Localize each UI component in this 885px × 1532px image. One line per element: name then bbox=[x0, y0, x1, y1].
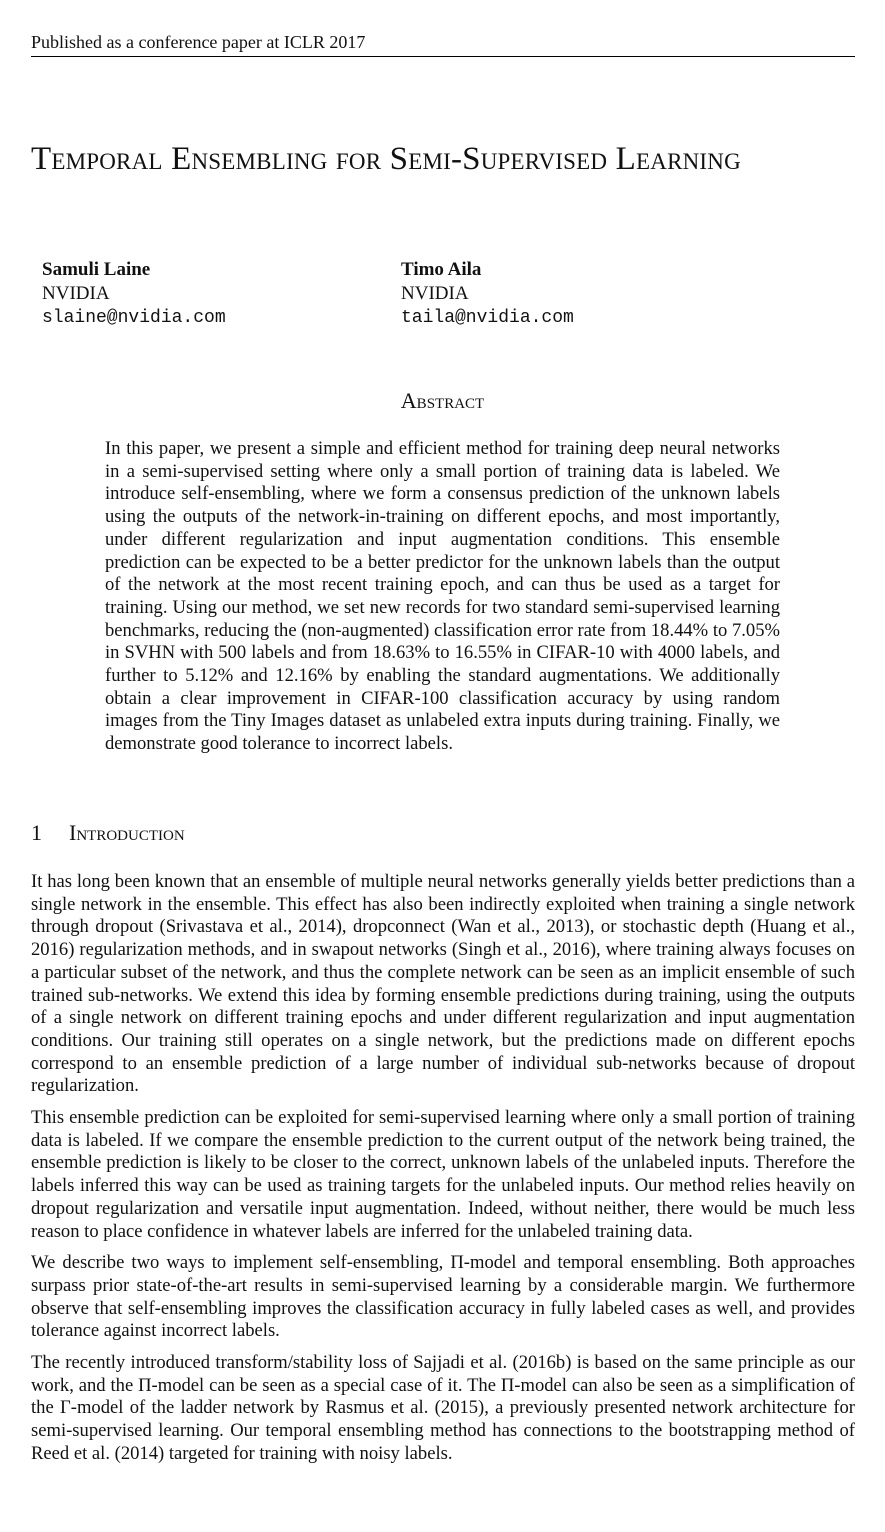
author-affiliation: NVIDIA bbox=[42, 283, 110, 304]
running-header bbox=[31, 30, 855, 57]
author-email: slaine@nvidia.com bbox=[42, 308, 226, 328]
author-affiliation: NVIDIA bbox=[401, 283, 469, 304]
paragraph: It has long been known that an ensemble of multiple neural networks generally yields better predictions than a single network in the ensemble. This effect has also been indirectly exploited when training a single network through dropout (Srivastava et al., 2014), dropconnect (Wan et al., 2013), or stochastic depth (Huang et al., 2016) regularization methods, and in swapout networks (Singh et al., 2016), where training always focuses on a particular subset of the network, and thus the complete network can be seen as an implicit ensemble of such trained sub-networks. We extend this idea by forming ensemble predictions during training, using the outputs of a single network on different training epochs and under different regularization and input augmentation conditions. Our training still operates on a single network, but the predictions made on different epochs correspond to an ensemble prediction of a large number of individual sub-networks because of dropout regularization. bbox=[31, 871, 855, 1097]
section-heading bbox=[31, 820, 185, 846]
abstract-text: In this paper, we present a simple and efficient method for training deep neural networks in a semi-supervised setting where only a small portion of training data is labeled. We introduce self-ensembling, where we form a consensus prediction of the unknown labels using the outputs of the network-in-training on different epochs, and most importantly, under different regularization and input augmentation conditions. This ensemble prediction can be expected to be a better predictor for the unknown labels than the output of the network at the most recent training epoch, and can thus be used as a target for training. Using our method, we set new records for two standard semi-supervised learning benchmarks, reducing the (non-augmented) classification error rate from 18.44% to 7.05% in SVHN with 500 labels and from 18.63% to 16.55% in CIFAR-10 with 4000 labels, and further to 5.12% and 12.16% by enabling the standard augmentations. We additionally obtain a clear improvement in CIFAR-100 classification accuracy by using random images from the Tiny Images dataset as unlabeled extra inputs during training. Finally, we demonstrate good tolerance to incorrect labels. bbox=[105, 438, 780, 755]
author-email: taila@nvidia.com bbox=[401, 308, 574, 328]
author-block bbox=[42, 258, 226, 330]
section-title: Introduction bbox=[69, 820, 185, 845]
author-name: Timo Aila bbox=[401, 259, 482, 280]
section-body bbox=[31, 871, 855, 1475]
section-number: 1 bbox=[31, 820, 42, 845]
paper-title: Temporal Ensembling for Semi-Supervised Learning bbox=[31, 141, 741, 177]
author-block bbox=[401, 258, 574, 330]
author-name: Samuli Laine bbox=[42, 259, 151, 280]
venue-text: Published as a conference paper at ICLR 2017 bbox=[31, 32, 366, 52]
paragraph: We describe two ways to implement self-ensembling, Π-model and temporal ensembling. Both approaches surpass prior state-of-the-art results in semi-supervised learning by a considerable margin. We furthermore observe that self-ensembling improves the classification accuracy in fully labeled cases as well, and provides tolerance against incorrect labels. bbox=[31, 1252, 855, 1342]
paragraph: This ensemble prediction can be exploited for semi-supervised learning where only a small portion of training data is labeled. If we compare the ensemble prediction to the current output of the network being trained, the ensemble prediction is likely to be closer to the correct, unknown labels of the unlabeled inputs. Therefore the labels inferred this way can be used as training targets for the unlabeled inputs. Our method relies heavily on dropout regularization and versatile input augmentation. Indeed, without neither, there would be much less reason to place confidence in whatever labels are inferred for the unlabeled training data. bbox=[31, 1107, 855, 1242]
paragraph: The recently introduced transform/stability loss of Sajjadi et al. (2016b) is based on the same principle as our work, and the Π-model can be seen as a special case of it. The Π-model can also be seen as a simplification of the Γ-model of the ladder network by Rasmus et al. (2015), a previously presented network architecture for semi-supervised learning. Our temporal ensembling method has connections to the bootstrapping method of Reed et al. (2014) targeted for training with noisy labels. bbox=[31, 1352, 855, 1464]
abstract-heading: Abstract bbox=[400, 388, 485, 413]
